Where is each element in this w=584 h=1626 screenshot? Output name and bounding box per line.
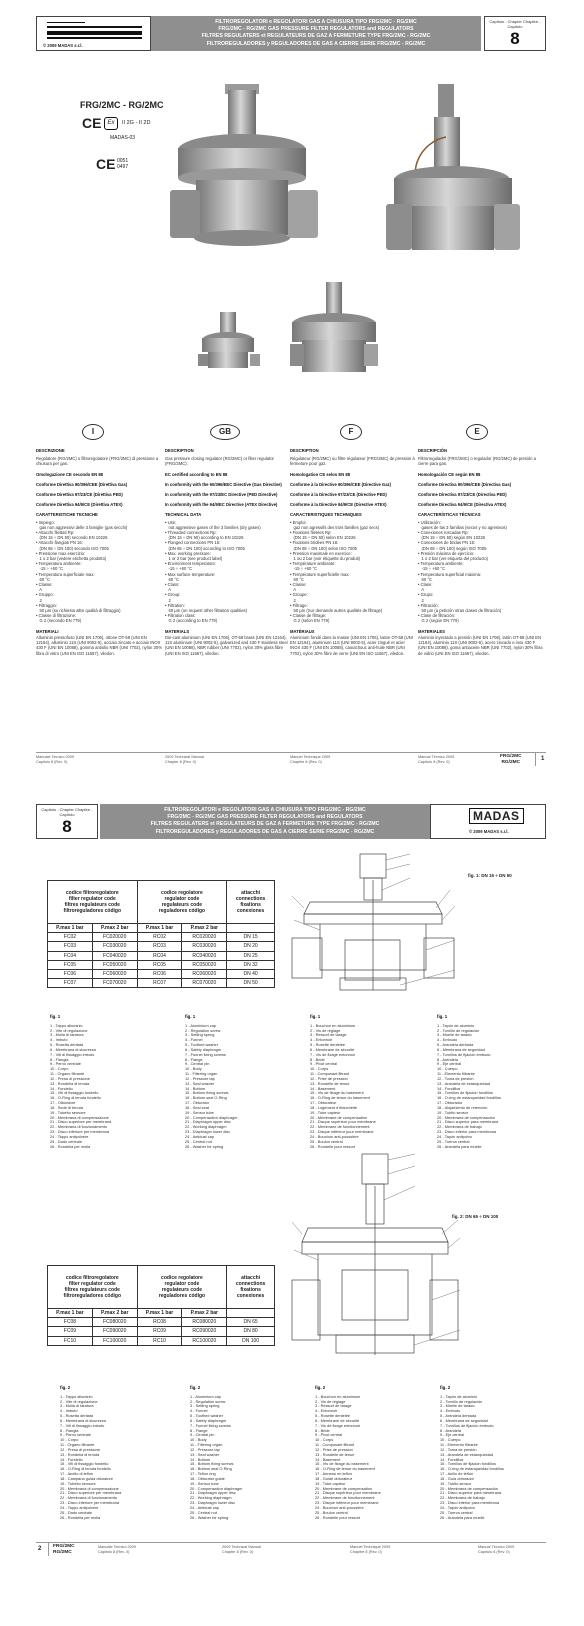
legend-fig2-en: fig. 2 1 - Aluminium cap 2 - Regulation screw 3 - Setting spring 4 - Funnel 5 - Toothed washer 6 - Safety diaphragm 7 - Funnel fixing screws 8 - Flange 9 - Central pin 10 - Body 11 - Filtering organ 12 - Pressure tap 13 - Seal washer 14 - Bottom 15 - Bottom fixing screws 16 - Bottom seal O-Ring 17 - Teflon ring 18 - Obturator guide 19 - Sensor tube 20 - Compensation diaphragm 21 - Diaphragm upper disc 22 - Working diaphragm 23 - Diaphragm lower disc 24 - Antidust cap 25 - Central nut 26 - Washer for spring xyxy=(190,1385,243,1520)
madas-logo: MADAS xyxy=(469,808,524,824)
chapter-label: Capitolo - Chapter Chapitre - Capítulo xyxy=(489,19,541,29)
column-h: DESCRIPTION xyxy=(165,448,194,453)
column-t6: MATERIALI xyxy=(36,628,59,634)
table-row xyxy=(48,960,275,969)
logo-line-graphic xyxy=(47,37,142,39)
section-drawing-fig2 xyxy=(290,1150,465,1375)
header-line-en: FRG/2MC - RG/2MC GAS PRESSURE FILTER REGULATORS and REGULATORS xyxy=(167,814,363,821)
column-t3: Conforme à la Directive 97/23/CE (Directive PED) xyxy=(290,492,387,498)
th-sub: P.max 2 bar xyxy=(92,1309,137,1318)
table-cell: RC080020 xyxy=(182,1318,227,1327)
th-connections: attacchi connections fixations conexiones xyxy=(227,1266,275,1309)
table-cell: FC040020 xyxy=(92,951,137,960)
th-sub xyxy=(227,924,275,933)
column-list: • Utilización: gases de las 3 familias (secos y no agresivos) • Conexiones roscadas Rp: (DN 15 ÷ DN 50) según EN 10226 • Conexiones de bridas PN 16: (DN 65 ÷ DN 100) según ISO 7005 • Presión máxima de ejercicio: 1 o 2 bar (ver etiqueta del producto) • Temperatura ambiente: -15 ÷ +60 °C • Temperatura superficial máxima: 60 °C • Clase: A • Grupo: 2 • Filtración: 50 µm (a petición otras clases de filtración) • Clase de filtración: G 2 (según EN 779) xyxy=(418,519,507,624)
footer-divider xyxy=(36,752,546,753)
column-t6: MATERIALES xyxy=(418,628,445,634)
table-cell: RC07 xyxy=(137,979,182,988)
chapter-number: 8 xyxy=(510,29,520,48)
table-row xyxy=(48,951,275,960)
chapter-box xyxy=(36,804,98,839)
legend-fig1-it: fig. 1 1 - Tappo alluminio 2 - Vite di regolazione 3 - Molla di taratura 4 - Imbuto 5 - Rosetta dentata 6 - Membrana di sicurezza 7 - Viti di fissaggio imbuto 8 - Flangia 9 - Perno centrale 10 - Corpo 11 - Organo filtrante 12 - Presa di pressione 13 - Rondella di tenuta 14 - Fondello 15 - Viti di fissaggio fondello 16 - O-Ring di tenuta fondello 17 - Otturatore 18 - Sede di tenuta 19 - Tubetto sensore 20 - Membrana di compensazione 21 - Disco superiore per membrana 22 - Membrana di funzionamento 23 - Disco inferiore per membrana 24 - Tappo antipolvere 25 - Dado centrale 26 - Rondella per molla xyxy=(50,1014,112,1149)
footer-fr: Manuel Technique 2009 Chapitre 8 (Rev. 0) xyxy=(290,755,331,764)
ex-label: Ex xyxy=(107,120,115,126)
codes-table-1 xyxy=(47,880,275,988)
table-cell: RC070020 xyxy=(182,979,227,988)
footer-it: Manuale Tecnico 2009 Capitolo 8 (Rev. 0) xyxy=(36,755,74,764)
column-t5: CARACTERISTIQUES TECHNIQUES xyxy=(290,512,362,518)
lang-badge-es: E xyxy=(466,424,488,440)
logo-line-graphic xyxy=(47,22,85,23)
copyright-text: © 2009 MADAS s.r.l. xyxy=(43,43,83,48)
legend-fig1-es: fig. 1 1 - Tapón de aluminio 2 - Tornillo de regulación 3 - Muelle de tarado 4 - Embudo 5 - Arandela dentada 6 - Membrana de seguridad 7 - Tornillos de fijación embudo 8 - Arandela 9 - Eje central 10 - Cuerpo 11 - Elemento filtrante 12 - Toma de presión 13 - Arandela de estanqueidad 14 - Fondillos 15 - Tornillos de fijación fondillos 16 - O-ring de estanqueidad fondillos 17 - Obturador 18 - Alojamiento de retención 19 - Tubito sensor 20 - Membrana de compensación 21 - Disco superior para membrana 22 - Membrana de trabajo 23 - Disco inferior para membrana 24 - Tapón antipolvo 25 - Tuerca central 26 - Arandela para muelle xyxy=(437,1014,501,1149)
header-line-fr: FILTRES REGULATERS et REGULATEURS DE GAZ A FERMETURE TYPE FRG/2MC - RG/2MC xyxy=(201,33,431,40)
column-desc: Filtrorregulador (FRG/2MC) o regulador (RG/2MC) de presión a cierre para gas. xyxy=(418,456,536,467)
column-t6: MATERIALS xyxy=(165,628,190,634)
column-t2: Conforme Directiva 90/396/CEE (Directiva Gas) xyxy=(418,481,512,487)
table-cell: DN 100 xyxy=(227,1336,275,1345)
table-cell: RC06 xyxy=(137,969,182,978)
column-t1: Homologation CE selon EN 88 xyxy=(290,471,351,477)
column-list: • Impiego: gas non aggressivi delle 3 famiglie (gas secchi) • Attacchi filettati Rp: (DN 15 ÷ DN 50) secondo EN 10226 • Attacchi flangiati PN 16: (DN 65 ÷ DN 100) secondo ISO 7005 • Pressione max esercizio: 1 o 2 bar (vedere etichetta prodotto) • Temperatura ambiente: -15 ÷ +60 °C • Temperatura superficiale max: 60 °C • Classe: A • Gruppo: 2 • Filtraggio: 50 µm (su richiesta altre qualità di filtraggio) • Classe di filtrazione: G 2 (secondo EN 779) xyxy=(36,519,128,624)
footer-fr: Manuel Technique 2009 Chapitre 8 (Rev. 0) xyxy=(350,1545,391,1554)
table-cell: FC02 xyxy=(48,933,93,942)
table-cell: RC02 xyxy=(137,933,182,942)
logo-line-graphic xyxy=(47,26,142,28)
table-cell: DN 32 xyxy=(227,960,275,969)
table-row xyxy=(48,979,275,988)
lang-badge-gb: GB xyxy=(210,424,240,440)
th-sub: P.max 1 bar xyxy=(137,924,182,933)
legend-fig2-fr: fig. 2 1 - Bouchon en aluminium 2 - Vis de réglage 3 - Ressort de tarage 4 - Entonnoir 5 - Rosette dentelée 6 - Membrane de sécurité 7 - Vis de fixage entonnoir 8 - Bride 9 - Pivot central 10 - Corps 11 - Composant filtrant 12 - Prise de pression 13 - Rondelle de tenue 14 - Basement 15 - Vis de fixage du basement 16 - O-Ring de tenue du basement 17 - Anneau en teflon 18 - Guide obturateur 19 - Tube capteur 20 - Membrane de compensation 21 - Disque supérieur pour membrane 22 - Membrane de fonctionnement 23 - Disque inférieur pour membrane 24 - Bouchon anti-poussière 25 - Boulon central 26 - Rondelle pour ressort xyxy=(315,1385,381,1520)
column-list: • Use: not aggressive gases of the 3 families (dry gases) • Threaded connections Rp: (DN 15 ÷ DN 50) according to EN 10226 • Flanged connections PN 16: (DN 65 ÷ DN 100) according to ISO 7005 • Max. working pressure: 1 or 2 bar (see product label) • Environment temperature: -15 ÷ +60 °C • Max surface temperature: 60 °C • Class: A • Group: 2 • Filtration: 50 µm (on request other filtration qualities) • Filtration class: G 2 (according to EN 779) xyxy=(165,519,261,624)
column-t1: Homologación CE según EN 88 xyxy=(418,471,481,477)
table-cell: RC100020 xyxy=(182,1336,227,1345)
header-line-en: FRG/2MC - RG/2MC GAS PRESSURE FILTER REGULATORS and REGULATORS xyxy=(218,26,414,33)
table-row xyxy=(48,969,275,978)
ce-number: 0051 0497 xyxy=(117,158,129,170)
page-header xyxy=(100,804,430,839)
madas-logo-box xyxy=(430,804,546,839)
footer-rule-vertical xyxy=(535,752,536,766)
legend-fig1-fr: fig. 1 1 - Bouchon en aluminium 2 - Vis de réglage 3 - Ressort de tarage 4 - Entonnoir 5 - Rosette dentelée 6 - Membrane de sécurité 7 - Vis de fixage entonnoir 8 - Bride 9 - Pivot central 10 - Corps 11 - Composant filtrant 12 - Prise de pression 13 - Rondelle de tenue 14 - Basement 15 - Vis de fixage du basement 16 - O-Ring de tenue du basement 17 - Obturateur 18 - Logement d'étanchéité 19 - Tube capteur 20 - Membrane de compensation 21 - Disque supérieur pour membrane 22 - Membrane de fonctionnement 23 - Disque inférieur pour membrane 24 - Bouchon anti-poussière 25 - Boulon central 26 - Rondelle pour ressort xyxy=(310,1014,376,1149)
th-sub: P.max 2 bar xyxy=(182,1309,227,1318)
table-cell: RC08 xyxy=(137,1318,182,1327)
column-mat: Die-cast aluminium (UNI EN 1706), OT-58 brass (UNI EN 12164), 11S aluminium (UNI 9002-5), galvanized and 430 F stainless steel (UNI EN 10088), NBR rubber (UNI 7702), nylon 30% glass fibre (UNI EN ISO 11667), viledon. xyxy=(165,634,288,656)
table-cell: FC04 xyxy=(48,951,93,960)
table-row xyxy=(48,1327,275,1336)
table-cell: FC03 xyxy=(48,942,93,951)
table-cell: DN 50 xyxy=(227,979,275,988)
table-cell: RC020020 xyxy=(182,933,227,942)
table-cell: RC090020 xyxy=(182,1327,227,1336)
footer-model: FRG/2MC RG/2MC xyxy=(500,754,522,765)
legend-fig1-en: fig. 1 1 - Aluminium cap 2 - Regulation screw 3 - Setting spring 4 - Funnel 5 - Toothed washer 6 - Safety diaphragm 7 - Funnel fixing screws 8 - Flange 9 - Central pin 10 - Body 11 - Filtering organ 12 - Pressure tap 13 - Seal washer 14 - Bottom 15 - Bottom fixing screws 16 - Bottom seal O-Ring 17 - Obturator 18 - Seal seat 19 - Sensor tube 20 - Compensation diaphragm 21 - Diaphragm upper disc 22 - Working diaphragm 23 - Diaphragm lower disc 24 - Antidust cap 25 - Central nut 26 - Washer for spring xyxy=(185,1014,238,1149)
legend-fig2-es: fig. 2 1 - Tapón de aluminio 2 - Tornillo de regulación 3 - Muelle de tarado 4 - Embudo 5 - Arandela dentada 6 - Membrana de seguridad 7 - Tornillos de fijación embudo 8 - Arandela 9 - Eje central 10 - Cuerpo 11 - Elemento filtrante 12 - Toma de presión 13 - Arandela de estanqueidad 14 - Fondillos 15 - Tornillos de fijación fondillos 16 - O-ring de estanqueidad fondillos 17 - Anillo de teflon 18 - Guía obturador 19 - Tubito sensor 20 - Membrana de compensación 21 - Disco superior para membrana 22 - Membrana de trabajo 23 - Disco inferior para membrana 24 - Tapón antipolvo 25 - Tuerca central 26 - Arandela para muelle xyxy=(440,1385,504,1520)
column-t3: Conforme Direttiva 97/23/CE (Direttiva PED) xyxy=(36,492,123,498)
th-sub: P.max 1 bar xyxy=(48,924,93,933)
column-t1: Omologazione CE secondo EN 88 xyxy=(36,471,104,477)
footer-divider xyxy=(36,1542,546,1543)
madas-code: MADAS-03 xyxy=(110,135,136,141)
ex-hexagon-icon xyxy=(104,117,118,130)
footer-es: Manual Técnico 2009 Capítulo 8 (Rev. 0) xyxy=(478,1545,515,1554)
fig1-title: fig. 1: DN 15 ÷ DN 50 xyxy=(468,873,512,878)
column-mat: Alluminio pressofuso (UNI EN 1706), ottone OT-58 (UNI EN 12164), alluminio 11S (UNI 9002-5), acciaio zincato e acciaio INOX 430 F (UNI EN 10088), gomma antiolio NBR (UNI 7702), nylon 30% fibra di vetro (UNI EN ISO 11667), viledon. xyxy=(36,634,162,656)
column-t5: TECHNICAL DATA xyxy=(165,512,202,518)
page-header xyxy=(151,16,481,51)
chapter-number: 8 xyxy=(62,817,72,836)
lang-badge-fr: F xyxy=(340,424,362,440)
table-cell: RC050020 xyxy=(182,960,227,969)
column-t3: Conforme Directiva 97/23/CE (Directiva PED) xyxy=(418,492,507,498)
table-row xyxy=(48,942,275,951)
table-cell: FC10 xyxy=(48,1336,93,1345)
table-row xyxy=(48,1336,275,1345)
table-cell: FC050020 xyxy=(92,960,137,969)
table-cell: DN 80 xyxy=(227,1327,275,1336)
page-number: 1 xyxy=(541,756,545,762)
description-column-en xyxy=(165,443,291,656)
column-t4: Conforme à la Directive 94/9/CE (Directive ATEX) xyxy=(290,502,387,508)
header-line-it: FILTROREGOLATORI e REGOLATORI GAS A CHIUSURA TIPO FRG/2MC - RG/2MC xyxy=(164,807,366,813)
footer-es: Manual Técnico 2009 Capítulo 8 (Rev. 0) xyxy=(418,755,455,764)
column-mat: Aluminium fondé dans la masse (UNI EN 1706), laiton OT-58 (UNI EN 12164), aluminium 11S (UNI 9002-5), acier zingué et acier INOX 430 F (UNI EN 10088), caoutchouc anti-huile NBR (UNI 7702), nylon 30% fibre de verre (UNI EN ISO 11667), viledon. xyxy=(290,634,413,656)
table-cell: FC090020 xyxy=(92,1327,137,1336)
column-desc: Régulateur (RG/2MC) ou filtre régulateur (FRG/2MC) de pression à fermeture pour gaz. xyxy=(290,456,415,467)
column-t5: CARACTERÍSTICAS TÉCNICAS xyxy=(418,512,481,518)
header-line-es: FILTROREGULADORES y REGULADORES DE GAS A CIERRE SERIE FRG/2MC - RG/2MC xyxy=(206,40,426,47)
footer-model: FRG/2MC RG/2MC xyxy=(53,1544,75,1555)
column-mat: Aluminio inyectado a presión (UNI EN 1706), latón OT-58 (UNI EN 12164), aluminio 11S (UNI 9002-5), acero zincado e inox 430 F (UNI EN 10088), goma antiaceite NBR (UNI 7702), nylon 30% fibra de vidrio (UNI EN ISO 11667), viledon. xyxy=(418,634,543,656)
description-column-fr xyxy=(290,443,416,656)
table-cell: FC020020 xyxy=(92,933,137,942)
th-sub: P.max 1 bar xyxy=(48,1309,93,1318)
table-cell: FC100020 xyxy=(92,1336,137,1345)
table-cell: DN 20 xyxy=(227,942,275,951)
column-list: • Emploi: gaz non agressifs des trois familles (gaz secs) • Fixations filetées Rp: (DN 15 ÷ DN 50) selon EN 10226 • Fixations bridées PN 16: (DN 65 ÷ DN 100) selon ISO 7005 • Pression maximale en exercice: 1 ou 2 bar (voir étiquette du produit) • Température ambiante: -15 ÷ +60 °C • Température superficielle max: 60 °C • Classe: A • Groupe: 2 • Filtrage: 50 µm (Sur demande autres qualités de filtrage) • Classe de filtrage: G 2 (selon EN 779) xyxy=(290,519,383,624)
th-connections: attacchi connections fixations conexiones xyxy=(227,881,275,924)
table-cell: RC060020 xyxy=(182,969,227,978)
th-filter-code: codice filtroregolatore filter regulator code filtres regulateurs code filtroreguladores código xyxy=(48,881,138,924)
th-filter-code: codice filtroregolatore filter regulator code filtres regulateurs code filtroreguladores código xyxy=(48,1266,138,1309)
chapter-label: Capitolo - Chapter Chapitre - Capítulo xyxy=(41,807,93,817)
section-drawing-fig1 xyxy=(290,850,460,1005)
table-cell: FC08 xyxy=(48,1318,93,1327)
column-t5: CARATTERISTICHE TECNICHE xyxy=(36,512,98,518)
th-sub: P.max 2 bar xyxy=(92,924,137,933)
table-cell: DN 40 xyxy=(227,969,275,978)
footer-it: Manuale Tecnico 2009 Capitolo 8 (Rev. 0) xyxy=(98,1545,136,1554)
table-cell: RC04 xyxy=(137,951,182,960)
table-cell: RC10 xyxy=(137,1336,182,1345)
column-t1: EC certified according to EN 88 xyxy=(165,471,228,477)
ce-mark-2: CE xyxy=(96,156,116,172)
table-cell: RC030020 xyxy=(182,942,227,951)
table-cell: DN 25 xyxy=(227,951,275,960)
column-h: DESCRIPCIÓN xyxy=(418,448,448,453)
column-t4: Conforme Direttiva 94/9/CE (Direttiva ATEX) xyxy=(36,502,123,508)
chapter-box xyxy=(484,16,546,51)
column-h: DESCRIZIONE xyxy=(36,448,65,453)
table-cell: RC03 xyxy=(137,942,182,951)
table-cell: DN 65 xyxy=(227,1318,275,1327)
column-desc: Regolatore (RG/2MC) o filtroregolatore (FRG/2MC) di pressione a chiusura per gas. xyxy=(36,456,159,467)
table-row xyxy=(48,933,275,942)
table-cell: FC05 xyxy=(48,960,93,969)
copyright-text: © 2009 MADAS s.r.l. xyxy=(469,829,509,834)
regulator-large-image-2 xyxy=(380,82,528,262)
legend-fig2-it: fig. 2 1 - Tappo alluminio 2 - Vite di regolazione 3 - Molla di taratura 4 - Imbuto 5 - Rosetta dentata 6 - Membrana di sicurezza 7 - Viti di fissaggio imbuto 8 - Flangia 9 - Perno centrale 10 - Corpo 11 - Organo filtrante 12 - Presa di pressione 13 - Rondella di tenuta 14 - Fondello 15 - Viti di fissaggio fondello 16 - O-Ring di tenuta fondello 17 - Anello di teflon 18 - Campana guida otturatore 19 - Tubetto sensore 20 - Membrana di compensazione 21 - Disco superiore per membrana 22 - Membrana di funzionamento 23 - Disco inferiore per membrana 24 - Tappo antipolvere 25 - Dado centrale 26 - Rondella per molla xyxy=(60,1385,122,1520)
table-2-body xyxy=(48,1318,275,1346)
column-t2: Conforme à la Directive 90/396/CEE (Directive Gaz) xyxy=(290,481,392,487)
column-t3: In conformity with the 97/23/EC Directive (PED Directive) xyxy=(165,492,278,498)
regulator-small-image xyxy=(196,310,262,372)
table-cell: RC09 xyxy=(137,1327,182,1336)
fig2-title: fig. 2: DN 65 ÷ DN 100 xyxy=(452,1214,499,1219)
th-sub: P.max 2 bar xyxy=(182,924,227,933)
description-column-it xyxy=(36,443,162,656)
footer-en: 2009 Technical Manual Chapter 8 (Rev. 0) xyxy=(165,755,204,764)
header-line-es: FILTROREGULADORES y REGULADORES DE GAS A CIERRE SERIE FRG/2MC - RG/2MC xyxy=(155,828,375,835)
table-cell: FC07 xyxy=(48,979,93,988)
table-cell: FC060020 xyxy=(92,969,137,978)
regulator-medium-image xyxy=(286,280,386,380)
table-cell: FC06 xyxy=(48,969,93,978)
table-cell: FC080020 xyxy=(92,1318,137,1327)
logo-line-graphic xyxy=(47,31,142,35)
regulator-large-image xyxy=(162,82,332,247)
table-cell: FC030020 xyxy=(92,942,137,951)
table-cell: DN 15 xyxy=(227,933,275,942)
table-row xyxy=(48,1318,275,1327)
table-1-body xyxy=(48,933,275,988)
product-title: FRG/2MC - RG/2MC xyxy=(80,100,164,110)
th-reg-code: codice regolatore regulator code regulateurs code reguladores código xyxy=(137,1266,227,1309)
table-cell: RC040020 xyxy=(182,951,227,960)
column-h: DESCRIPTION xyxy=(290,448,319,453)
th-sub: P.max 1 bar xyxy=(137,1309,182,1318)
table-cell: FC070020 xyxy=(92,979,137,988)
column-desc: Gas pressure closing regulator (RG/2MC) or filter regulator (FRG/2MC). xyxy=(165,456,274,467)
th-sub xyxy=(227,1309,275,1318)
table-cell: RC05 xyxy=(137,960,182,969)
footer-en: 2009 Technical Manual Chapter 8 (Rev. 0) xyxy=(222,1545,261,1554)
header-line-fr: FILTRES REGULATERS et REGULATEURS DE GAZ A FERMETURE TYPE FRG/2MC - RG/2MC xyxy=(150,821,380,828)
column-t6: MATÉRIAUX xyxy=(290,628,315,634)
ex-marking: II 2G - II 2D xyxy=(122,120,151,126)
th-reg-code: codice regolatore regulator code regulateurs code reguladores código xyxy=(137,881,227,924)
ce-mark: CE xyxy=(82,115,102,131)
column-t2: Conforme Direttiva 90/396/CEE (Direttiva Gas) xyxy=(36,481,128,487)
column-t4: Conforme Directiva 94/9/CE (Directiva ATEX) xyxy=(418,502,507,508)
column-t4: In conformity with the 94/9/EC Directive (ATEX Directive) xyxy=(165,502,278,508)
page-number: 2 xyxy=(38,1546,42,1552)
madas-logo-box xyxy=(36,16,151,51)
header-line-it: FILTROREGOLATORI e REGOLATORI GAS A CHIUSURA TIPO FRG/2MC - RG/2MC xyxy=(215,19,417,25)
description-column-es xyxy=(418,443,544,656)
codes-table-2 xyxy=(47,1265,275,1346)
footer-rule-vertical xyxy=(48,1542,49,1556)
lang-badge-it: I xyxy=(82,424,104,440)
column-t2: In conformity with the 90/396/EEC Directive (Gas Directive) xyxy=(165,481,282,487)
table-cell: FC09 xyxy=(48,1327,93,1336)
